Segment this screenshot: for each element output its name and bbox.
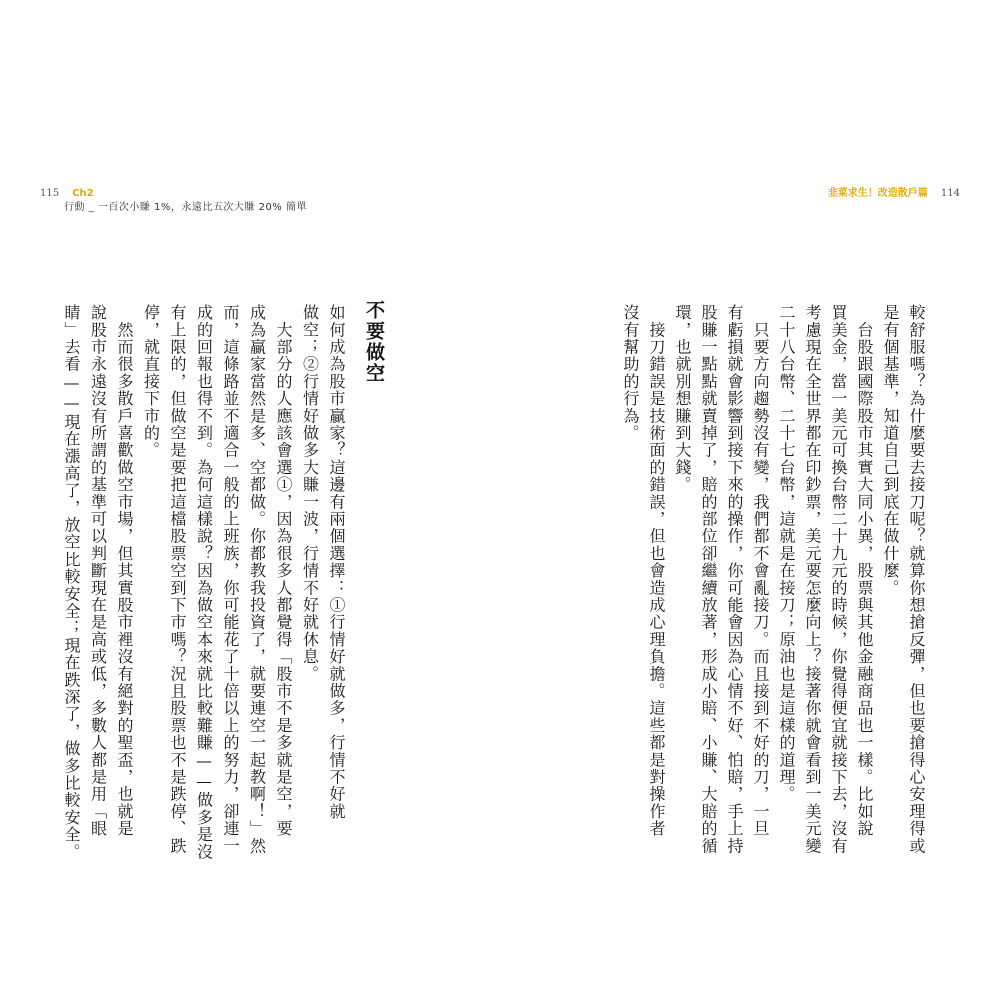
left-page-line: 做空；②行情好做多大賺一波，行情不好就休息。 xyxy=(300,304,320,683)
right-page-number: 114 xyxy=(940,188,960,199)
right-page-line: 有虧損就會影響到接下來的操作，你可能會因為心情不好、怕賠，手上持 xyxy=(725,304,744,855)
left-page-line: 成的回報也得不到。為何這樣說？因為做空本來就比較難賺——做多是沒 xyxy=(194,304,214,861)
book-title: 韭菜求生！改造散戶篇 xyxy=(827,188,928,199)
right-page-line: 考慮現在全世界都在印鈔票，美元要怎麼向上？接著你就會看到一美元變 xyxy=(803,304,822,855)
section-heading: 不要做空 xyxy=(363,300,385,384)
left-page-line: 有上限的，但做空是要把這檔股票空到下市嗎？況且股票也不是跌停、跌 xyxy=(168,304,187,855)
left-page-line: 然而很多散戶喜歡做空市場，但其實股市裡沒有絕對的聖盃，也就是 xyxy=(115,304,134,838)
right-page-line: 買美金，當一美元可換台幣二十九元的時候，你覺得便宜就接下去，沒有 xyxy=(829,304,848,855)
right-page-line: 只要方向趨勢沒有變，我們都不會亂接刀。而且接到不好的刀，一旦 xyxy=(751,304,770,838)
chapter-subtitle: 行動 _ 一百次小賺 1%，永遠比五次大賺 20% 簡單 xyxy=(64,202,307,213)
left-page-line: 說股市永遠沒有所謂的基準可以判斷現在是高或低，多數人都是用「眼 xyxy=(88,304,108,838)
left-page-line: 睛」去看——現在漲高了，放空比較安全；現在跌深了，做多比較安全。 xyxy=(62,304,81,861)
right-page-line: 較舒服嗎？為什麼要去接刀呢？就算你想搶反彈，但也要搶得心安理得或 xyxy=(907,304,926,855)
right-page xyxy=(500,0,1000,1000)
right-page-line: 是有個基準，知道自己到底在做什麼。 xyxy=(881,304,900,597)
right-page-line: 環，也就別想賺到大錢。 xyxy=(673,304,692,494)
left-page-line: 大部分的人應該會選①，因為很多人都覺得「股市不是多就是空，要 xyxy=(274,304,293,838)
right-page-line: 二十八台幣、二十七台幣，這就是在接刀；原油也是這樣的道理。 xyxy=(777,304,796,803)
right-page-line: 台股跟國際股市其實大同小異，股票與其他金融商品也一樣。比如說 xyxy=(855,304,874,838)
right-page-line: 接刀錯誤是技術面的錯誤，但也會造成心理負擔。這些都是對操作者 xyxy=(647,304,666,838)
right-page-line: 沒有幫助的行為。 xyxy=(621,304,640,442)
left-page-line: 而，這條路並不適合一般的上班族，你可能花了十倍以上的努力，卻連一 xyxy=(221,304,240,855)
right-page-header xyxy=(828,181,960,200)
left-page-line: 如何成為股市贏家？這邊有兩個選擇：①行情好就做多，行情不好就 xyxy=(327,304,346,820)
right-page-line: 股賺一點點就賣掉了，賠的部位卻繼續放著，形成小賠、小賺、大賠的循 xyxy=(699,304,718,855)
left-page-line: 停，就直接下市的。 xyxy=(141,304,161,459)
left-page-line: 成為贏家當然是多、空都做。你都教我投資了，就要連空一起教啊！」然 xyxy=(247,304,267,855)
left-page-number: 115 xyxy=(40,188,60,199)
chapter-label: Ch2 xyxy=(72,188,94,199)
